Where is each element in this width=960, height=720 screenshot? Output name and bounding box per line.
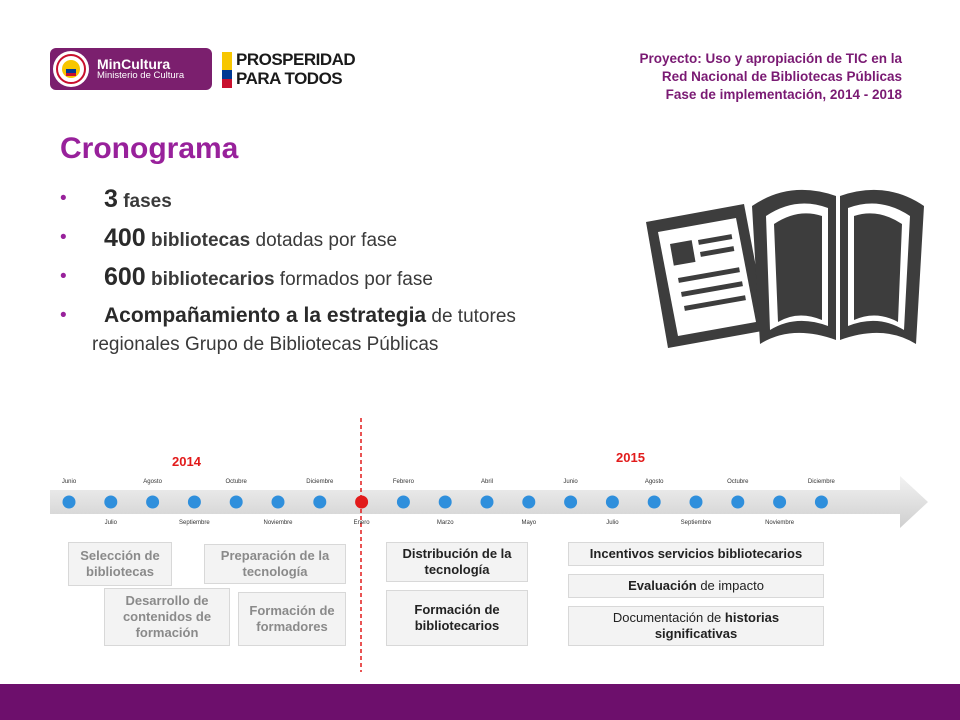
flag-bars-icon [222,52,232,88]
timeline-dot [731,496,744,509]
bullet-list [60,183,660,361]
month-label-bottom: Marzo [436,520,454,526]
project-line: Fase de implementación, 2014 - 2018 [665,87,902,102]
month-label-top: Octubre [727,479,749,485]
year-label-2015: 2015 [616,450,645,465]
activity-documentacion-normal: Documentación de [612,610,725,625]
bullet-text: de tutores [426,306,516,327]
timeline-dot [648,496,661,509]
timeline-dot [230,496,243,509]
timeline-dot [439,496,452,509]
bullet-item [60,300,660,357]
activity-incentivos-text: Incentivos servicios bibliotecarios [589,546,803,561]
bullet-item [60,222,660,257]
activity-documentacion [568,606,824,646]
bullet-text: dotadas por fase [250,230,398,251]
bullet-bold: bibliotecarios [151,269,275,290]
month-label-bottom: Noviembre [263,520,293,526]
activity-formacion-bibliotecarios: Formación de bibliotecarios [386,590,528,646]
bullet-dot-icon: • [60,227,67,248]
colombia-seal-icon [53,51,89,87]
month-label-bottom: Septiembre [680,520,712,526]
book-document-icon [640,180,930,350]
bullet-item [60,261,660,296]
month-label-top: Abril [480,479,494,485]
timeline-dot [313,496,326,509]
bullet-continuation: regionales Grupo de Bibliotecas Públicas [92,334,439,355]
month-label-top: Febrero [392,479,414,485]
project-info [639,50,902,104]
month-label-top: Junio [61,479,77,485]
bullet-item [60,183,660,218]
month-label-bottom: Noviembre [765,520,795,526]
timeline-dot [773,496,786,509]
bullet-number: 3 [104,185,118,213]
timeline-dot [188,496,201,509]
bullet-number: 600 [104,263,146,291]
activity-formacion-formadores: Formación de formadores [238,592,346,646]
activity-evaluacion-bold: Evaluación [628,578,697,593]
activity-evaluacion-normal: de impacto [696,578,764,593]
month-label-top: Junio [563,479,578,485]
mincultura-name: MinCultura [97,55,171,72]
timeline-dot [606,496,619,509]
month-label-bottom: Julio [104,520,117,526]
timeline-dot [690,496,703,509]
timeline-dot [397,496,410,509]
mincultura-subtitle: Ministerio de Cultura [97,70,185,82]
bullet-dot-icon: • [60,305,67,326]
timeline-dot [564,496,577,509]
timeline-dot [146,496,159,509]
mincultura-logo [50,48,212,90]
month-label-bottom: Septiembre [179,520,210,526]
activity-evaluacion [568,574,824,598]
activity-desarrollo: Desarrollo de contenidos de formación [104,588,230,646]
activity-preparacion: Preparación de la tecnología [204,544,346,584]
activity-incentivos [568,542,824,566]
timeline-dot [63,496,76,509]
bullet-text: formados por fase [274,269,433,290]
prosperidad-logo [222,50,362,90]
month-label-bottom: Enero [353,520,370,526]
timeline [0,410,960,680]
activity-seleccion: Selección de bibliotecas [68,542,172,586]
month-label-bottom: Mayo [521,520,537,526]
slide-title: Cronograma [60,132,239,165]
project-line: Proyecto: Uso y apropiación de TIC en la [639,51,902,66]
month-label-top: Octubre [225,479,247,485]
activity-distribucion: Distribución de la tecnología [386,542,528,582]
month-label-bottom: Julio [606,520,619,526]
bullet-number: 400 [104,224,146,252]
prosperidad-line2: PARA TODOS [236,69,343,88]
timeline-dot [815,496,828,509]
project-line: Red Nacional de Bibliotecas Públicas [661,69,902,84]
prosperidad-line1: PROSPERIDAD [236,50,356,69]
timeline-dot [481,496,494,509]
bullet-dot-icon: • [60,188,67,209]
bullet-dot-icon: • [60,266,67,287]
footer-bar [0,684,960,720]
timeline-dot [522,496,535,509]
month-label-top: Diciembre [306,479,334,485]
month-label-top: Agosto [143,479,162,485]
activity-documentacion-bold: historias significativas [654,610,780,641]
bullet-bold: Acompañamiento a la estrategia [104,304,427,327]
month-label-top: Agosto [644,479,664,485]
timeline-dot [272,496,285,509]
year-label-2014: 2014 [172,454,201,469]
bullet-bold: bibliotecas [151,230,251,251]
month-label-top: Diciembre [807,479,835,485]
timeline-current-dot [355,496,368,509]
bullet-bold: fases [123,191,172,212]
timeline-dot [104,496,117,509]
